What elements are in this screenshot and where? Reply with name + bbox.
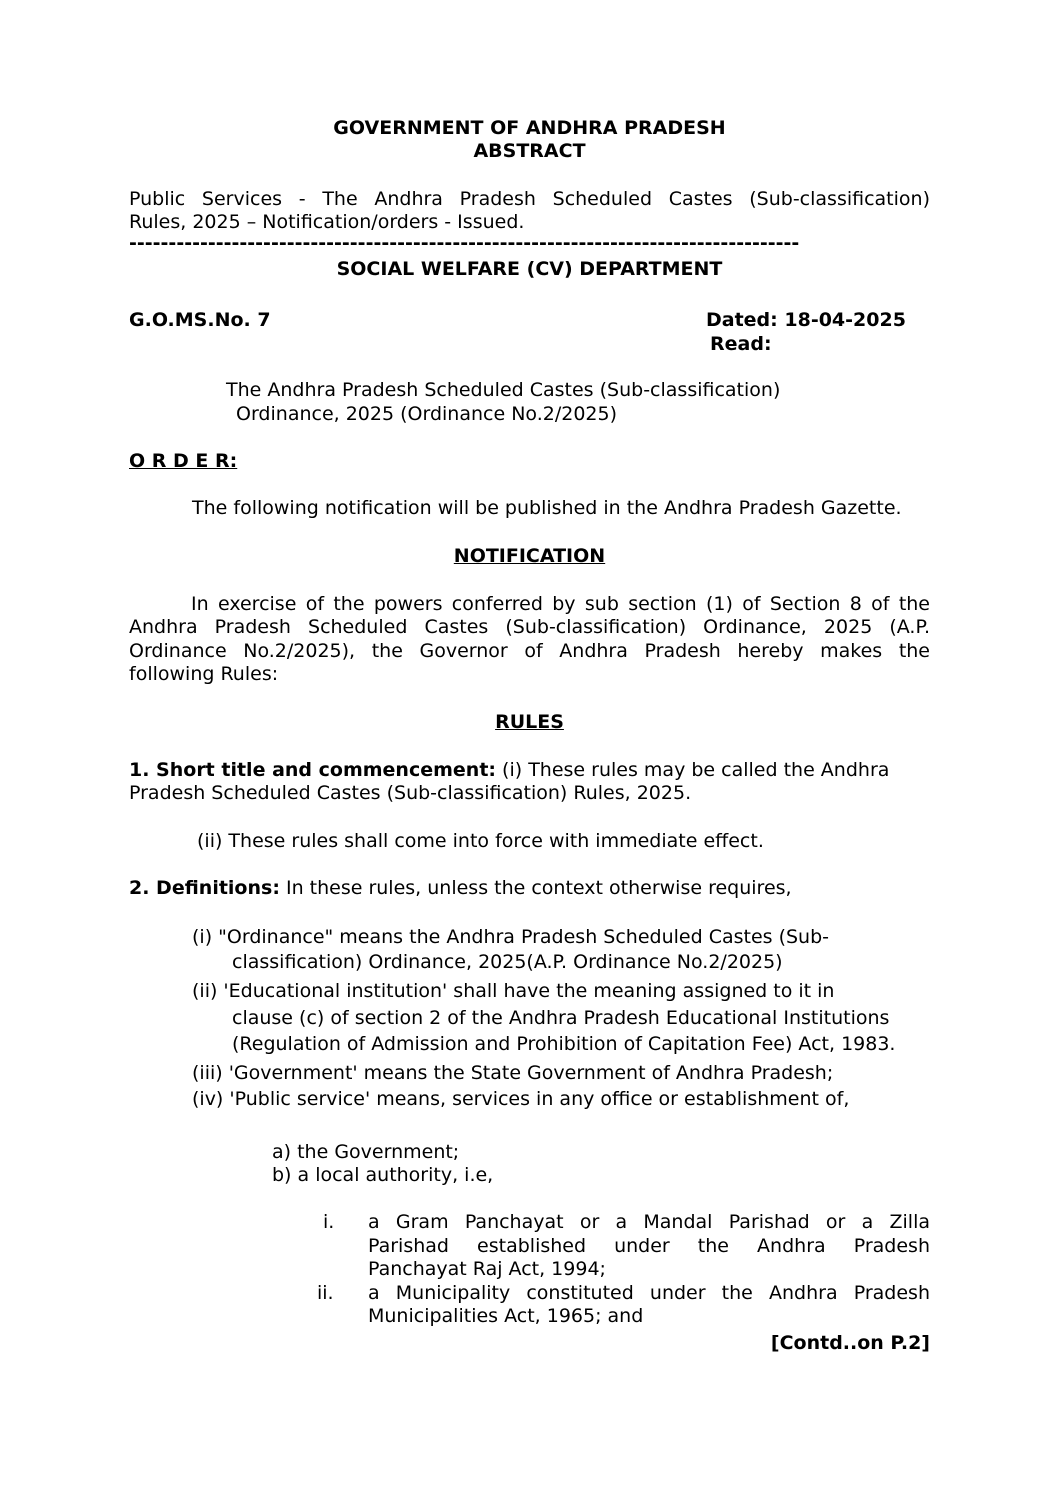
def-ii-line-3: (Regulation of Admission and Prohibition of Capitation Fee) Act, 1983. (232, 1033, 896, 1055)
roman-ii-line-1: a Municipality constituted under the Andhra Pradesh (368, 1282, 930, 1304)
rules-heading: RULES (495, 711, 564, 733)
rule-1-sub-ii: (ii) These rules shall come into force with immediate effect. (197, 830, 764, 852)
rule-1-title: 1. Short title and commencement: (129, 759, 497, 781)
reference-line-2: Ordinance, 2025 (Ordinance No.2/2025) (236, 403, 617, 425)
reference-line-1: The Andhra Pradesh Scheduled Castes (Sub-classification) (226, 379, 781, 401)
subject-line-2: Rules, 2025 – Notification/orders - Issued. (129, 211, 525, 233)
roman-i-line-1: a Gram Panchayat or a Mandal Parishad or a Zilla (368, 1211, 930, 1233)
subject-line-1: Public Services - The Andhra Pradesh Scheduled Castes (Sub-classification) (129, 188, 930, 210)
read-label: Read: (710, 333, 772, 355)
order-text: The following notification will be published in the Andhra Pradesh Gazette. (192, 497, 902, 519)
preamble-line-3: Ordinance No.2/2025), the Governor of Andhra Pradesh hereby makes the (129, 640, 930, 662)
sub-item-b: b) a local authority, i.e, (272, 1164, 494, 1186)
department-title: SOCIAL WELFARE (CV) DEPARTMENT (336, 258, 723, 280)
rule-1-line-1 (129, 759, 889, 782)
roman-ii-line-2: Municipalities Act, 1965; and (368, 1305, 644, 1327)
abstract-title: ABSTRACT (473, 140, 586, 162)
notification-heading: NOTIFICATION (453, 545, 606, 567)
rule-1-text: (i) These rules may be called the Andhra (496, 759, 890, 781)
def-iii: (iii) 'Government' means the State Government of Andhra Pradesh; (192, 1062, 834, 1084)
order-heading: O R D E R: (129, 450, 238, 472)
preamble-line-4: following Rules: (129, 663, 279, 685)
dated: Dated: 18-04-2025 (706, 309, 906, 331)
go-number: G.O.MS.No. 7 (129, 309, 271, 331)
def-iv: (iv) 'Public service' means, services in any office or establishment of, (192, 1088, 850, 1110)
roman-i-number: i. (323, 1211, 335, 1233)
rule-2-intro (129, 877, 792, 900)
def-i-line-1: (i) "Ordinance" means the Andhra Pradesh Scheduled Castes (Sub- (192, 926, 830, 948)
def-ii-line-2: clause (c) of section 2 of the Andhra Pradesh Educational Institutions (232, 1007, 890, 1029)
roman-i-line-2: Parishad established under the Andhra Pradesh (368, 1235, 930, 1257)
preamble-line-1: In exercise of the powers conferred by sub section (1) of Section 8 of the (191, 593, 930, 615)
rule-2-title: 2. Definitions: (129, 877, 280, 899)
def-ii-line-1: (ii) 'Educational institution' shall have the meaning assigned to it in (192, 980, 835, 1002)
sub-item-a: a) the Government; (272, 1141, 460, 1163)
def-i-line-2: classification) Ordinance, 2025(A.P. Ordinance No.2/2025) (232, 951, 783, 973)
preamble-line-2: Andhra Pradesh Scheduled Castes (Sub-classification) Ordinance, 2025 (A.P. (129, 616, 930, 638)
continued-note: [Contd..on P.2] (770, 1332, 930, 1354)
roman-ii-number: ii. (317, 1282, 334, 1304)
government-title: GOVERNMENT OF ANDHRA PRADESH (333, 117, 726, 139)
roman-i-line-3: Panchayat Raj Act, 1994; (368, 1258, 606, 1280)
rule-1-line-2: Pradesh Scheduled Castes (Sub-classification) Rules, 2025. (129, 782, 692, 804)
rule-2-intro-text: In these rules, unless the context otherwise requires, (279, 877, 792, 899)
separator-line: ------------------------------------------------------------------------------------- (129, 232, 800, 254)
